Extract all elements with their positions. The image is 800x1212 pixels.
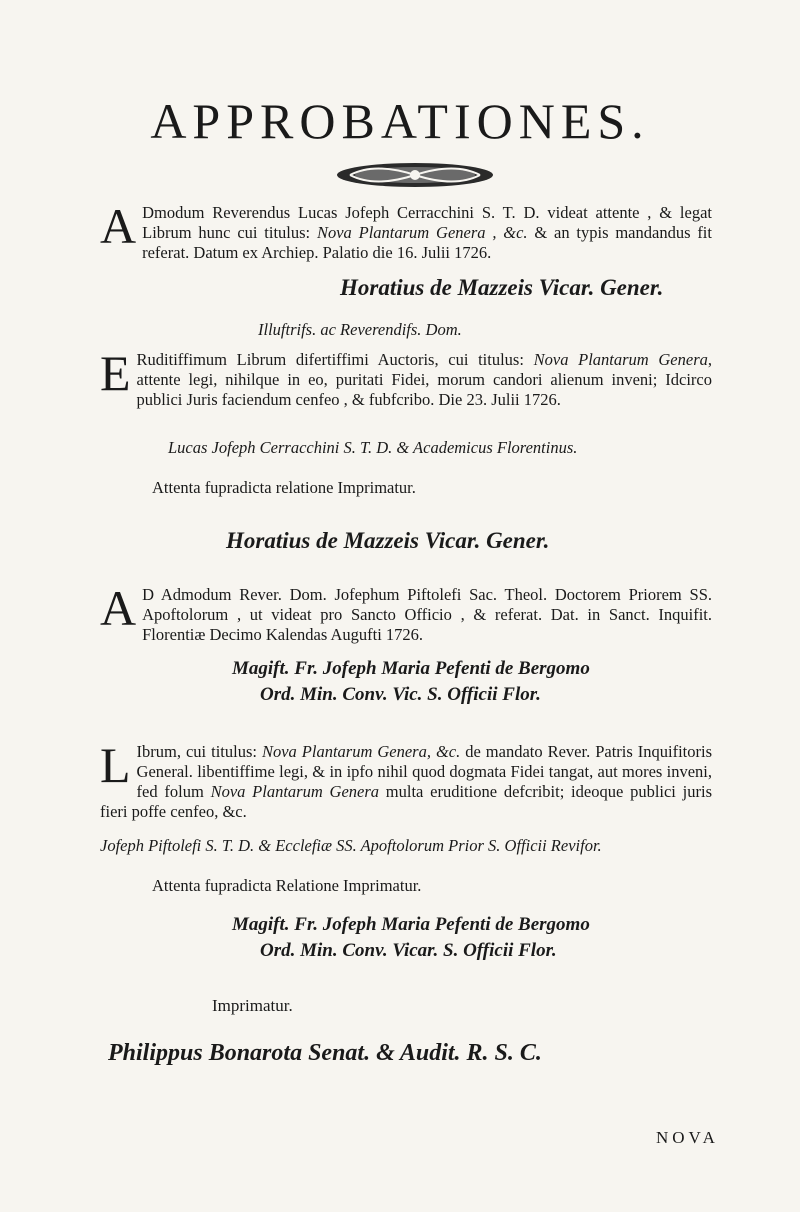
decorative-headpiece-icon: [330, 160, 500, 190]
page-title: APPROBATIONES.: [150, 93, 650, 149]
catchword: NOVA: [656, 1128, 719, 1147]
approbation-paragraph-2: E Ruditiffimum Librum difertiffimi Auctoris, cui titulus: Nova Plantarum Genera, attente legi, nihilque in eo, puritati Fidei, morum candori alienum inveni; Idcirco publici Juris faciendum cenfeo , & fubfcribo. Die 23. Julii 1726.: [100, 345, 712, 409]
address-line: Illuftrifs. ac Reverendifs. Dom.: [258, 320, 462, 339]
signature-vicar-general-1: Horatius de Mazzeis Vicar. Gener.: [340, 275, 664, 300]
signature-bonarota: Philippus Bonarota Senat. & Audit. R. S. C.: [108, 1040, 542, 1066]
signature-pesenti-2: Magift. Fr. Jofeph Maria Pefenti de Bergomo Ord. Min. Conv. Vicar. S. Officii Flor.: [232, 914, 590, 961]
approbation-paragraph-4: L Ibrum, cui titulus: Nova Plantarum Genera, &c. de mandato Rever. Patris Inquifitoris General. libentiffime legi, & in ipfo nihil quod dogmata Fidei tangat, aut mores inveni, fed folum Nova Plantarum Genera multa eruditione defcribit; ideoque publici juris fieri poffe cenfeo, &c.: [100, 737, 713, 821]
imprimatur-line-2: Attenta fupradicta Relatione Imprimatur.: [152, 876, 422, 895]
signature-cerracchini: Lucas Jofeph Cerracchini S. T. D. & Academicus Florentinus.: [168, 438, 578, 457]
drop-cap: L: [100, 737, 131, 793]
drop-cap: E: [100, 345, 131, 401]
approbation-paragraph-3: A D Admodum Rever. Dom. Jofephum Piftolefi Sac. Theol. Doctorem Priorem SS. Apoftolorum , ut videat pro Sancto Officio , & referat. Dat. in Sanct. Inquifit. Florentiæ Decimo Kalendas Augufti 1726.: [100, 580, 712, 644]
signature-pesenti-1: Magift. Fr. Jofeph Maria Pefenti de Bergomo Ord. Min. Conv. Vic. S. Officii Flor.: [232, 658, 590, 705]
drop-cap: A: [100, 580, 137, 636]
drop-cap: A: [100, 198, 137, 254]
signature-pistolesi: Jofeph Piftolefi S. T. D. & Ecclefiæ SS. Apoftolorum Prior S. Officii Revifor.: [100, 836, 602, 855]
signature-vicar-general-2: Horatius de Mazzeis Vicar. Gener.: [226, 528, 550, 553]
approbation-paragraph-1: A Dmodum Reverendus Lucas Jofeph Cerracchini S. T. D. videat attente , & legat Librum hunc cui titulus: Nova Plantarum Genera , &c. & an typis mandandus fit referat. Datum ex Archiep. Palatio die 16. Julii 1726.: [100, 198, 712, 262]
imprimatur-line-1: Attenta fupradicta relatione Imprimatur.: [152, 478, 416, 497]
imprimatur-line-3: Imprimatur.: [212, 996, 293, 1015]
